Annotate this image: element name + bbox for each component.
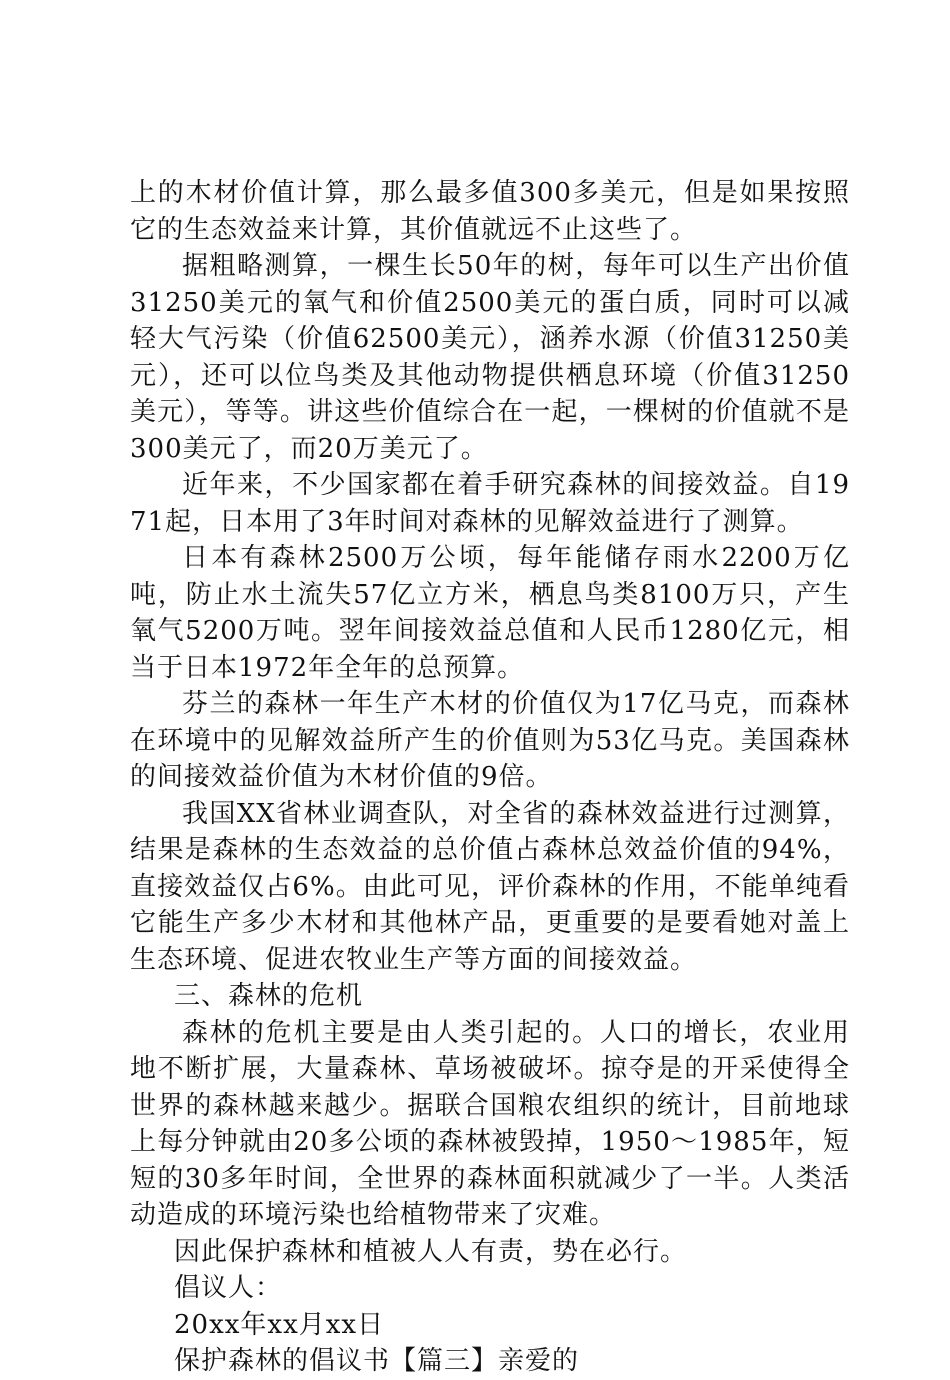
paragraph-forest-crisis: 森林的危机主要是由人类引起的。人口的增长，农业用地不断扩展，大量森林、草场被破坏。掠夺是的开采使得全世界的森林越来越少。据联合国粮农组织的统计，目前地球上每分钟就由20多公顷的森林被毁掉，1950～1985年，短短的30多年时间，全世界的森林面积就减少了一半。人类活动造成的环境污染也给植物带来了灾难。 bbox=[130, 1017, 850, 1230]
signature-label: 倡议人： bbox=[174, 1273, 283, 1303]
next-section-title: 保护森林的倡议书【篇三】亲爱的 bbox=[174, 1346, 580, 1376]
section-heading: 三、森林的危机 bbox=[174, 981, 364, 1011]
date-line: 20xx年xx月xx日 bbox=[174, 1309, 385, 1340]
paragraph-continuation: 上的木材价值计算，那么最多值300多美元，但是如果按照它的生态效益来计算，其价值就远不止这些了。 bbox=[130, 178, 850, 245]
paragraph-japan-forests: 日本有森林2500万公顷，每年能储存雨水2200万亿吨，防止水土流失57亿立方米，栖息鸟类8100万只，产生氧气5200万吨。翌年间接效益总值和人民币1280亿元，相当于日本1972年全年的总预算。 bbox=[130, 543, 850, 683]
document-body bbox=[130, 175, 850, 1380]
paragraph-province-survey: 我国XX省林业调查队，对全省的森林效益进行过测算，结果是森林的生态效益的总价值占森林总效益价值的94%，直接效益仅占6%。由此可见，评价森林的作用，不能单纯看它能生产多少木材和其他林产品，更重要的是要看她对盖上生态环境、促进农牧业生产等方面的间接效益。 bbox=[130, 798, 850, 975]
closing-line: 因此保护森林和植被人人有责，势在必行。 bbox=[174, 1236, 688, 1267]
paragraph-tree-value: 据粗略测算，一棵生长50年的树，每年可以生产出价值31250美元的氧气和价值2500美元的蛋白质，同时可以减轻大气污染（价值62500美元），涵养水源（价值31250美元），还可以位鸟类及其他动物提供栖息环境（价值31250美元），等等。讲这些价值综合在一起，一棵树的价值就不是300美元了，而20万美元了。 bbox=[130, 251, 850, 464]
paragraph-finland-forests: 芬兰的森林一年生产木材的价值仅为17亿马克，而森林在环境中的见解效益所产生的价值则为53亿马克。美国森林的间接效益价值为木材价值的9倍。 bbox=[130, 689, 850, 792]
paragraph-indirect-benefits: 近年来，不少国家都在着手研究森林的间接效益。自1971起，日本用了3年时间对森林的见解效益进行了测算。 bbox=[130, 470, 850, 537]
